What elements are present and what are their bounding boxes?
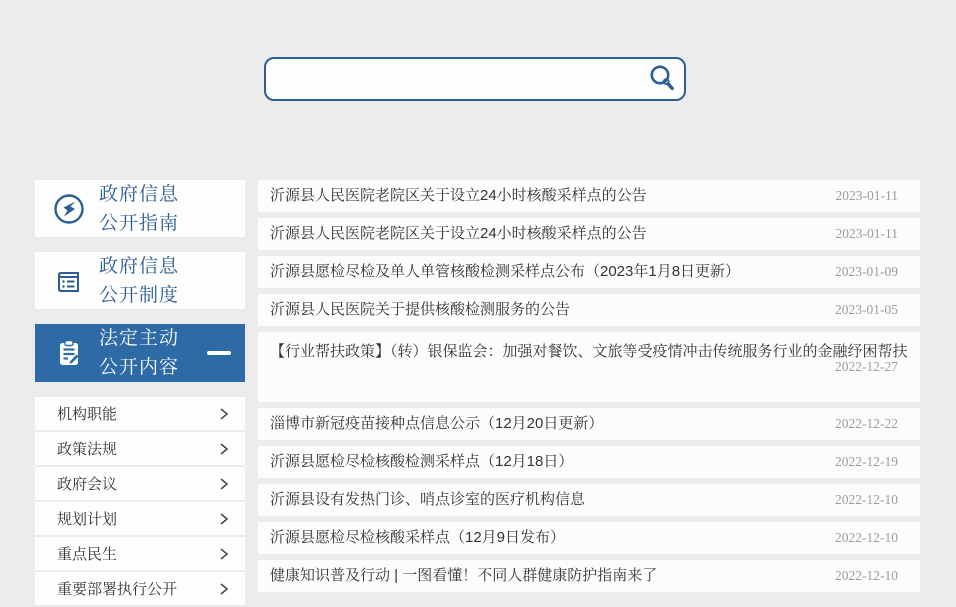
sidebar-submenu-item[interactable] — [35, 467, 245, 500]
news-date: 2022-12-10 — [835, 568, 898, 583]
news-title-link[interactable]: 淄博市新冠疫苗接种点信息公示（12月20日更新） — [270, 415, 604, 432]
search-bar — [264, 57, 686, 101]
news-row[interactable] — [258, 294, 920, 326]
news-title-link[interactable]: 沂源县人民医院老院区关于设立24小时核酸采样点的公告 — [270, 187, 647, 204]
news-title-link[interactable]: 沂源县愿检尽检及单人单管核酸检测采样点公布（2023年1月8日更新） — [270, 263, 741, 280]
sidebar-card-label: 政府信息 公开制度 — [99, 255, 180, 306]
chevron-right-icon — [217, 406, 231, 422]
news-title-link[interactable]: 沂源县人民医院关于提供核酸检测服务的公告 — [270, 301, 571, 318]
sidebar-card-system[interactable] — [35, 252, 245, 309]
news-row[interactable] — [258, 408, 920, 440]
collapse-minus-icon[interactable] — [207, 351, 231, 355]
news-row[interactable] — [258, 484, 920, 516]
news-date: 2022-12-10 — [835, 530, 898, 545]
search-input[interactable] — [266, 59, 640, 99]
submenu-item-label: 重点民生 — [57, 546, 118, 563]
news-row[interactable] — [258, 446, 920, 478]
news-date: 2023-01-11 — [835, 188, 898, 203]
news-row[interactable] — [258, 332, 920, 402]
submenu-item-label: 政府会议 — [57, 476, 118, 493]
chevron-right-icon — [217, 441, 231, 457]
news-date: 2023-01-11 — [835, 226, 898, 241]
news-row[interactable] — [258, 180, 920, 212]
chevron-right-icon — [217, 581, 231, 597]
submenu-item-label: 重要部署执行公开 — [57, 581, 178, 598]
submenu-item-label: 政策法规 — [57, 441, 118, 458]
sidebar-submenu-item[interactable] — [35, 502, 245, 535]
chevron-right-icon — [217, 511, 231, 527]
news-title-link[interactable]: 沂源县愿检尽检核酸检测采样点（12月18日） — [270, 453, 574, 470]
sidebar-submenu-item[interactable] — [35, 537, 245, 570]
news-date: 2023-01-09 — [835, 264, 898, 279]
news-date: 2022-12-10 — [835, 492, 898, 507]
sidebar-card-label: 法定主动 公开内容 — [99, 328, 180, 378]
news-date: 2022-12-22 — [835, 416, 898, 431]
sidebar-submenu-item[interactable] — [35, 397, 245, 430]
news-date: 2022-12-19 — [835, 454, 898, 469]
submenu-item-label: 机构职能 — [57, 406, 118, 423]
sidebar-submenu-item[interactable] — [35, 572, 245, 605]
news-row[interactable] — [258, 256, 920, 288]
news-row[interactable] — [258, 218, 920, 250]
compass-icon — [49, 191, 89, 227]
news-date: 2022-12-27 — [835, 359, 898, 374]
search-button[interactable] — [640, 59, 684, 99]
sidebar-submenu-item[interactable] — [35, 432, 245, 465]
sidebar — [35, 180, 245, 607]
chevron-right-icon — [217, 546, 231, 562]
chevron-right-icon — [217, 476, 231, 492]
submenu-item-label: 规划计划 — [57, 511, 118, 528]
sidebar-card-guide[interactable] — [35, 180, 245, 237]
news-row[interactable] — [258, 522, 920, 554]
news-title-link[interactable]: 健康知识普及行动 | 一图看懂！不同人群健康防护指南来了 — [270, 567, 658, 584]
clipboard-pencil-icon — [49, 335, 89, 371]
news-row[interactable] — [258, 560, 920, 592]
search-magnifier-icon — [645, 62, 679, 96]
ledger-icon — [49, 263, 89, 299]
sidebar-card-label: 政府信息 公开指南 — [99, 183, 180, 234]
sidebar-submenu — [35, 397, 245, 605]
news-title-link[interactable]: 沂源县人民医院老院区关于设立24小时核酸采样点的公告 — [270, 225, 647, 242]
news-title-link[interactable]: 沂源县设有发热门诊、哨点诊室的医疗机构信息 — [270, 491, 586, 508]
news-title-link[interactable]: 沂源县愿检尽检核酸采样点（12月9日发布） — [270, 529, 566, 546]
sidebar-card-statutory-disclosure[interactable] — [35, 324, 245, 382]
news-title-link[interactable]: 【行业帮扶政策】（转）银保监会：加强对餐饮、文旅等受疫情冲击传统服务行业的金融纾困帮扶 — [270, 343, 908, 360]
news-date: 2023-01-05 — [835, 302, 898, 317]
news-list — [258, 180, 920, 598]
